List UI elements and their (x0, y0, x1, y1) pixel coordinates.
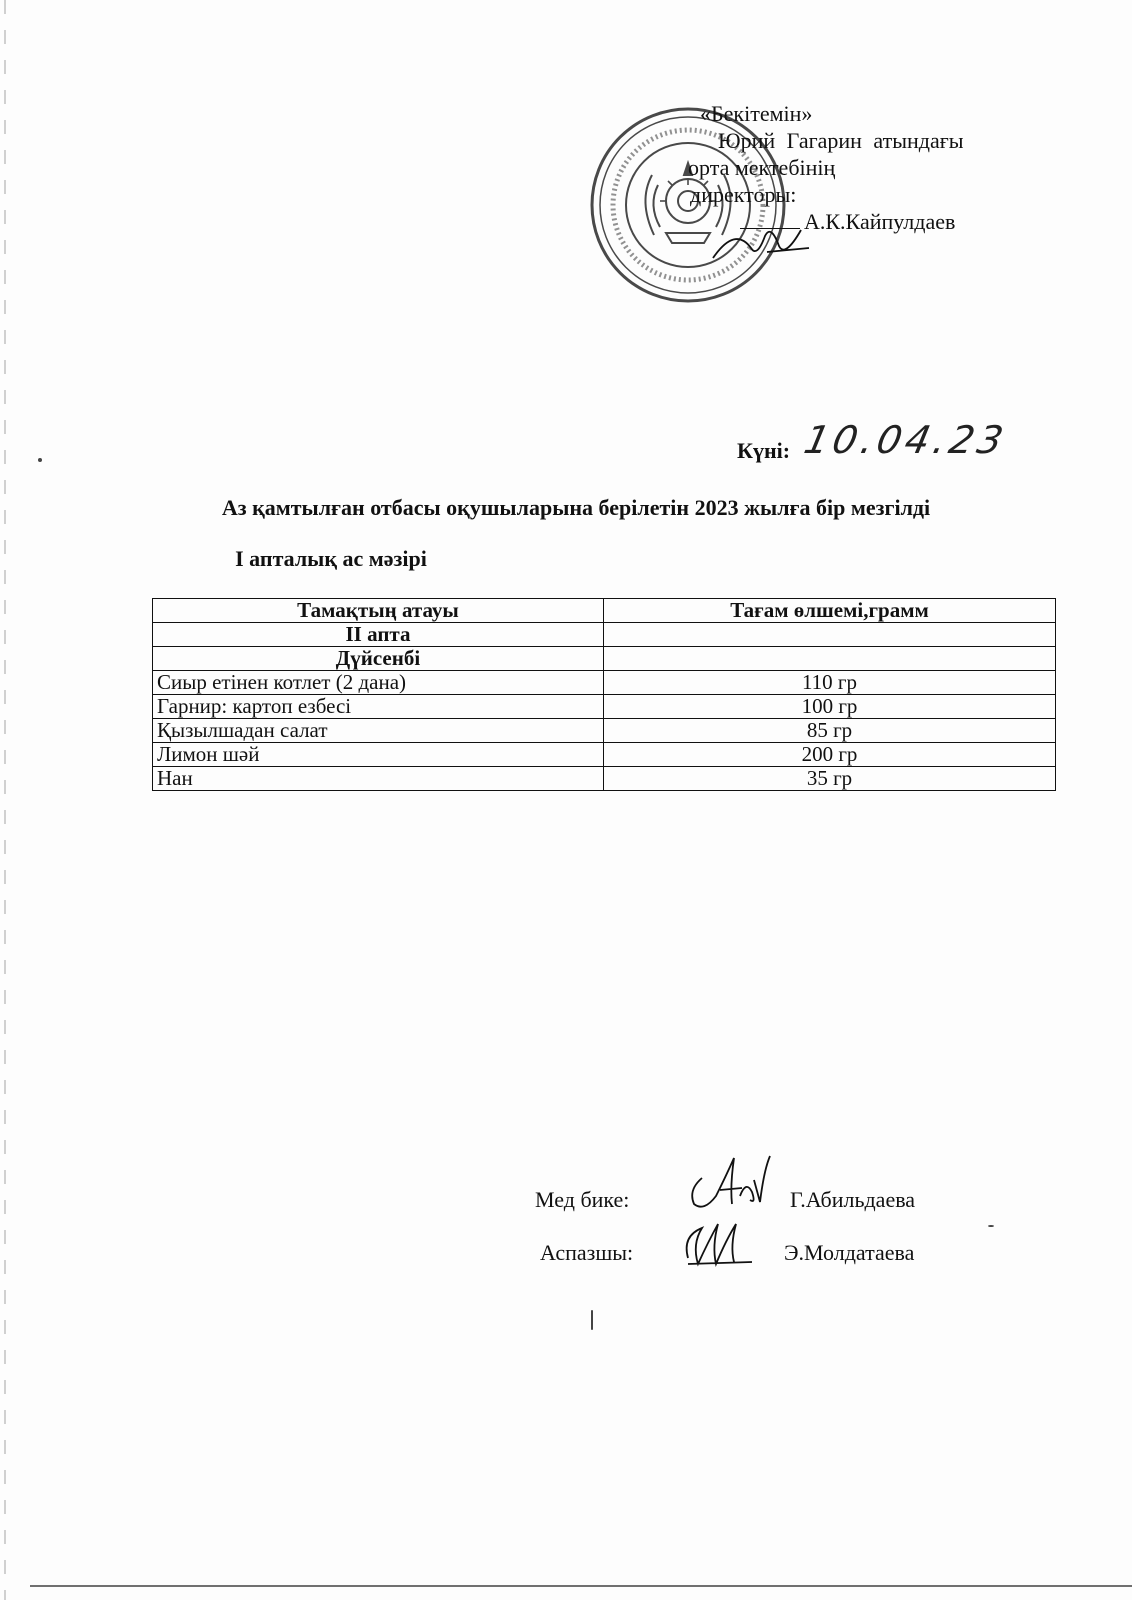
dish-amount: 100 гр (604, 695, 1056, 719)
empty-cell (604, 647, 1056, 671)
approval-position: директоры: (690, 182, 797, 207)
day-label: Дүйсенбі (153, 647, 604, 671)
document-title: Аз қамтылған отбасы оқушыларына берілетін 2023 жылға бір мезгілді (221, 495, 931, 520)
approval-school-line: Юрий Гагарин атындағы (718, 128, 964, 153)
speck (988, 1225, 994, 1227)
table-row (153, 695, 1056, 719)
approval-school-type: орта мектебінің (688, 155, 836, 180)
table-row (153, 671, 1056, 695)
dish-name: Нан (153, 767, 604, 791)
column-header-dish: Тамақтың атауы (153, 599, 604, 623)
menu-table (152, 598, 1056, 791)
week-label: II апта (153, 623, 604, 647)
dish-amount: 200 гр (604, 743, 1056, 767)
dish-name: Лимон шәй (153, 743, 604, 767)
signature-underline (740, 228, 800, 229)
director-name: А.К.Кайпулдаев (804, 209, 956, 234)
table-row-day (153, 647, 1056, 671)
scan-edge-artifact (4, 0, 6, 1600)
table-header-row (153, 599, 1056, 623)
date-handwritten-value: 10.04.23 (800, 418, 1011, 462)
column-header-portion: Тағам өлшемі,грамм (604, 599, 1056, 623)
dish-amount: 35 гр (604, 767, 1056, 791)
cook-name: Э.Молдатаева (784, 1240, 915, 1265)
dish-name: Қызылшадан салат (153, 719, 604, 743)
dish-name: Гарнир: картоп езбесі (153, 695, 604, 719)
nurse-signature-row (535, 1187, 916, 1213)
approval-block (688, 100, 1010, 235)
dish-amount: 110 гр (604, 671, 1056, 695)
table-row (153, 719, 1056, 743)
cook-handwritten-signature (678, 1218, 763, 1270)
nurse-handwritten-signature (680, 1150, 775, 1215)
empty-cell (604, 623, 1056, 647)
nurse-role-label: Мед бике: (535, 1187, 630, 1212)
dish-name: Сиыр етінен котлет (2 дана) (153, 671, 604, 695)
cook-role-label: Аспазшы: (540, 1240, 634, 1265)
date-label: Күні: (737, 438, 791, 463)
approval-heading: «Бекітемін» (700, 101, 813, 126)
speck (38, 458, 42, 462)
document-subtitle: I апталық ас мәзірі (235, 546, 427, 571)
dish-amount: 85 гр (604, 719, 1056, 743)
director-line (740, 208, 1010, 235)
table-row (153, 743, 1056, 767)
table-row (153, 767, 1056, 791)
nurse-name: Г.Абильдаева (790, 1187, 916, 1212)
speck (591, 1310, 593, 1330)
table-row-week (153, 623, 1056, 647)
cook-signature-row (540, 1240, 915, 1266)
scan-bottom-edge (30, 1585, 1132, 1587)
